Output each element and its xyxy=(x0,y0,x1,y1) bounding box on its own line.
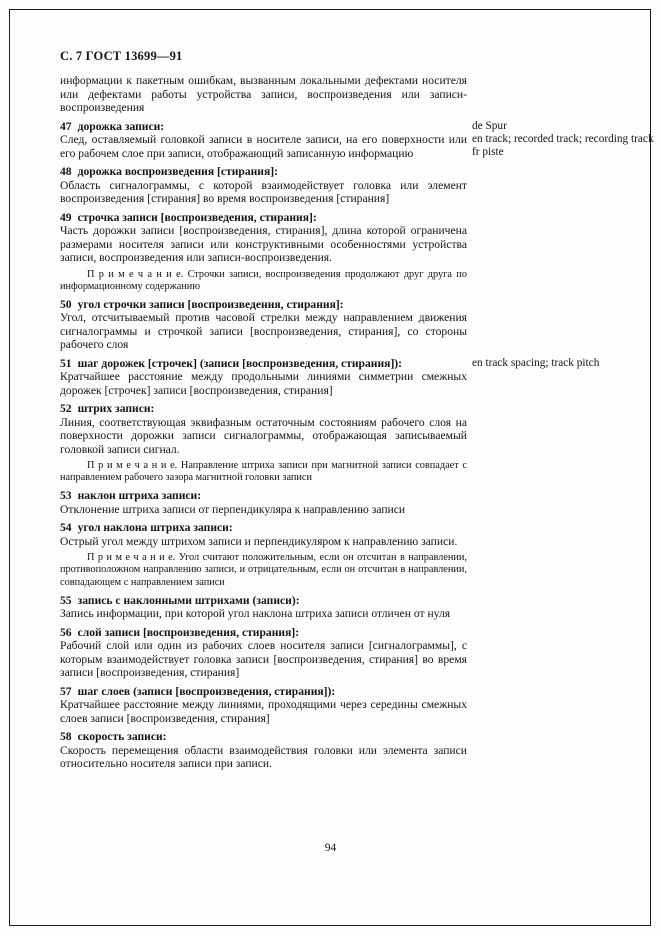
term-title: дорожка воспроизведения [стирания]: xyxy=(77,165,278,178)
translation-line-de: de Spur xyxy=(472,119,507,132)
term-line xyxy=(60,120,467,134)
term-definition: Кратчайшее расстояние между линиями, проходящими через середины смежных слоев записи [воспроизведения, стирания] xyxy=(60,698,467,725)
term-note: П р и м е ч а н и е. Строчки записи, воспроизведения продолжают друг друга по информационному содержанию xyxy=(60,268,467,292)
term-number: 55 xyxy=(60,593,72,607)
term-title: угол наклона штриха записи: xyxy=(77,521,233,535)
page-number: 94 xyxy=(324,841,337,854)
term-entry-57 xyxy=(60,685,467,726)
translation-line-fr: fr piste xyxy=(472,146,504,159)
term-entry-51 xyxy=(60,356,600,398)
term-entry-49 xyxy=(60,211,467,293)
term-title: дорожка записи: xyxy=(77,119,165,133)
term-line xyxy=(60,685,467,699)
term-line xyxy=(60,211,467,225)
term-number: 52 xyxy=(60,402,72,416)
term-note: П р и м е ч а н и е. Направление штриха записи при магнитной записи совпадает с направлением рабочего зазора магнитной головки записи xyxy=(60,460,467,484)
term-entry-53 xyxy=(60,489,467,516)
term-title: запись с наклонными штрихами (записи): xyxy=(77,593,300,607)
term-number: 58 xyxy=(60,730,72,744)
term-title: шаг дорожек [строчек] (записи [воспроизведения, стирания]): xyxy=(77,356,403,370)
term-definition: Часть дорожки записи [воспроизведения, стирания], длина которой ограничена размерами носителя записи или конструктивными особенностями устройства записи, воспроизведения или записи-воспроизведения. xyxy=(60,224,467,264)
term-definition: Линия, соответствующая эквифазным остаточным состояниям рабочего слоя на поверхности дорожки записи сигналограммы, отображающая записываемый головкой записи сигнал. xyxy=(60,415,467,456)
term-line xyxy=(60,521,467,535)
term-title: шаг слоев (записи [воспроизведения, стирания]): xyxy=(77,684,336,698)
term-line xyxy=(60,489,467,503)
term-entry-48 xyxy=(60,165,467,206)
term-line xyxy=(60,357,467,371)
term-number: 50 xyxy=(60,297,72,311)
translation-margin-note xyxy=(472,120,654,160)
translation-line-en: en track; recorded track; recording track xyxy=(472,132,654,145)
intro-paragraph: информации к пакетным ошибкам, вызванным локальными дефектами носителя или дефектами работы устройства записи, воспроизведения или записи-воспроизведения xyxy=(60,74,467,114)
term-definition: Угол, отсчитываемый против часовой стрелки между направлением движения сигналограммы и строчкой записи [воспроизведения, стирания], со стороны рабочего слоя xyxy=(60,311,467,352)
term-number: 51 xyxy=(60,356,72,370)
main-text-column xyxy=(60,74,654,771)
term-entry-52 xyxy=(60,402,467,484)
term-definition: Рабочий слой или один из рабочих слоев носителя записи [сигналограммы], с которым взаимодействует головка записи [воспроизведения, стирания] во время записи [воспроизведения, стирания] xyxy=(60,639,467,680)
term-number: 56 xyxy=(60,625,72,639)
term-title: штрих записи: xyxy=(77,402,155,416)
term-line xyxy=(60,165,467,179)
term-line xyxy=(60,298,467,312)
term-line xyxy=(60,402,467,416)
term-number: 54 xyxy=(60,521,72,535)
term-definition: След, оставляемый головкой записи в носителе записи, на его поверхности или его рабочем слое при записи, отображающий записанную информацию xyxy=(60,133,467,160)
term-entry-55 xyxy=(60,594,467,621)
term-title: угол строчки записи [воспроизведения, стирания]: xyxy=(77,297,344,311)
term-entry-54 xyxy=(60,521,467,588)
term-entry-47 xyxy=(60,119,654,161)
term-line xyxy=(60,730,467,744)
term-title: скорость записи: xyxy=(77,730,167,744)
term-entry-50 xyxy=(60,298,467,352)
term-entry-58 xyxy=(60,730,467,771)
term-entry-56 xyxy=(60,626,467,680)
term-definition: Запись информации, при которой угол наклона штриха записи отличен от нуля xyxy=(60,607,451,621)
term-definition: Скорость перемещения области взаимодействия головки или элемента записи относительно носителя записи при записи. xyxy=(60,743,467,771)
term-title: слой записи [воспроизведения, стирания]: xyxy=(77,625,300,639)
term-number: 48 xyxy=(60,165,72,178)
term-line xyxy=(60,626,467,640)
term-number: 49 xyxy=(60,210,72,224)
term-number: 53 xyxy=(60,489,72,503)
page-header: С. 7 ГОСТ 13699—91 xyxy=(60,49,183,63)
translation-margin-note xyxy=(472,357,654,370)
term-definition: Область сигналограммы, с которой взаимодействует головка или элемент воспроизведения [стирания] во время воспроизведения [стирания] xyxy=(60,178,467,205)
term-number: 47 xyxy=(60,119,72,133)
term-definition: Отклонение штриха записи от перпендикуляра к направлению записи xyxy=(60,502,406,516)
term-title: строчка записи [воспроизведения, стирания]: xyxy=(77,210,317,224)
term-note: П р и м е ч а н и е. Угол считают положительным, если он отсчитан в направлении, противоположном направлению записи, и отрицательным, если он отсчитан в направлении, совпадающем с направлением записи xyxy=(60,552,467,588)
term-definition: Острый угол между штрихом записи и перпендикуляром к направлению записи. xyxy=(60,534,458,548)
term-title: наклон штриха записи: xyxy=(77,489,202,503)
term-definition: Кратчайшее расстояние между продольными линиями симметрии смежных дорожек [строчек] записи [воспроизведения, стирания] xyxy=(60,370,467,397)
term-number: 57 xyxy=(60,684,72,698)
term-line xyxy=(60,594,467,608)
translation-line-en: en track spacing; track pitch xyxy=(472,356,600,369)
